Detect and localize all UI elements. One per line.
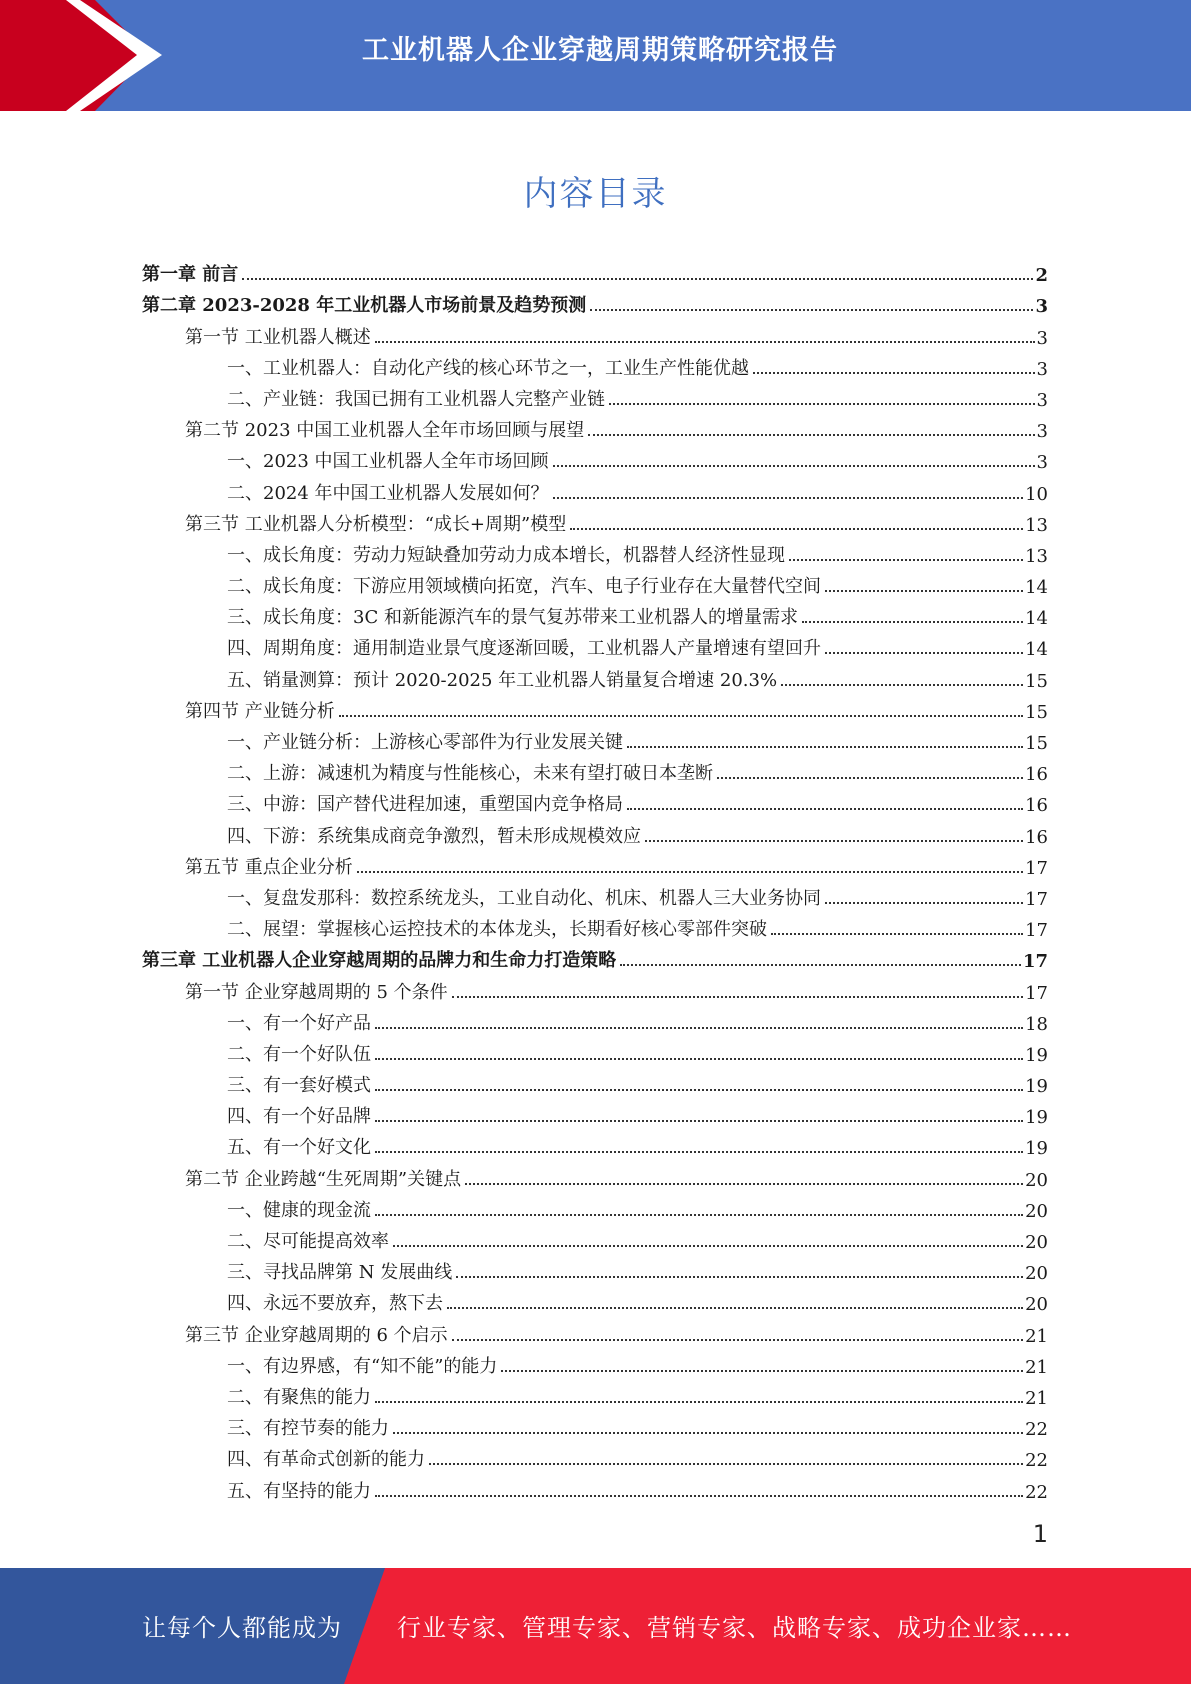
toc-entry-label: 第二节 2023 中国工业机器人全年市场回顾与展望	[185, 420, 585, 442]
toc-dot-leader	[393, 1245, 1023, 1247]
toc-entry-page: 17	[1025, 888, 1048, 910]
toc-dot-leader	[375, 1089, 1023, 1091]
toc-dot-leader	[456, 1276, 1023, 1278]
toc-entry-label: 三、有控节奏的能力	[227, 1418, 389, 1440]
toc-entry[interactable]	[142, 317, 1048, 348]
toc-entry-page: 3	[1036, 327, 1048, 349]
toc-entry-page: 15	[1025, 733, 1048, 754]
toc-entry[interactable]	[142, 1347, 1048, 1378]
toc-entry[interactable]	[142, 536, 1048, 567]
toc-entry-page: 10	[1025, 483, 1048, 505]
toc-entry-label: 第四节 产业链分析	[185, 700, 335, 722]
toc-dot-leader	[645, 840, 1023, 842]
toc-entry[interactable]	[142, 1066, 1048, 1097]
toc-entry-label: 第三节 企业穿越周期的 6 个启示	[185, 1324, 448, 1346]
toc-dot-leader	[802, 621, 1023, 623]
toc-entry-page: 22	[1025, 1450, 1048, 1472]
toc-dot-leader	[452, 1339, 1023, 1341]
toc-dot-leader	[375, 1058, 1023, 1060]
toc-entry[interactable]	[142, 1378, 1048, 1409]
toc-entry-page: 17	[1022, 951, 1048, 973]
toc-entry[interactable]	[142, 910, 1048, 941]
toc-entry[interactable]	[142, 1471, 1048, 1502]
toc-entry[interactable]	[142, 1222, 1048, 1253]
toc-entry[interactable]	[142, 1284, 1048, 1315]
toc-entry-page: 15	[1025, 701, 1048, 723]
toc-entry[interactable]	[142, 1315, 1048, 1346]
toc-entry-label: 二、尽可能提高效率	[227, 1231, 389, 1252]
toc-entry-page: 16	[1025, 826, 1048, 848]
toc-entry-label: 四、周期角度：通用制造业景气度逐渐回暖，工业机器人产量增速有望回升	[227, 638, 821, 660]
toc-entry[interactable]	[142, 598, 1048, 629]
footer-banner	[0, 1568, 1191, 1684]
toc-entry[interactable]	[142, 816, 1048, 847]
toc-entry[interactable]	[142, 567, 1048, 598]
toc-entry-label: 五、销量测算：预计 2020-2025 年工业机器人销量复合增速 20.3%	[227, 669, 778, 691]
toc-entry-page: 13	[1025, 514, 1048, 536]
toc-dot-leader	[717, 777, 1023, 779]
toc-entry-page: 18	[1025, 1013, 1048, 1035]
toc-entry-page: 14	[1025, 639, 1048, 661]
toc-entry[interactable]	[142, 1440, 1048, 1471]
toc-dot-leader	[570, 528, 1023, 530]
toc-entry[interactable]	[142, 411, 1048, 442]
footer-slogan-left: 让每个人都能成为	[142, 1614, 342, 1642]
toc-entry-label: 五、有坚持的能力	[227, 1480, 371, 1502]
toc-dot-leader	[375, 341, 1035, 343]
toc-entry-label: 一、工业机器人：自动化产线的核心环节之一，工业生产性能优越	[227, 357, 749, 379]
toc-title: 内容目录	[523, 174, 668, 214]
toc-dot-leader	[357, 871, 1023, 873]
toc-dot-leader	[609, 403, 1035, 405]
toc-entry-label: 一、复盘发那科：数控系统龙头，工业自动化、机床、机器人三大业务协同	[227, 887, 821, 909]
toc-entry[interactable]	[142, 1159, 1048, 1190]
page-number: 1	[1032, 1520, 1048, 1548]
toc-entry-page: 3	[1035, 296, 1048, 318]
toc-entry-page: 16	[1025, 795, 1048, 817]
toc-dot-leader	[447, 1307, 1023, 1309]
toc-entry-label: 三、中游：国产替代进程加速，重塑国内竞争格局	[227, 794, 623, 816]
toc-dot-leader	[753, 372, 1035, 374]
toc-dot-leader	[429, 1463, 1023, 1465]
toc-dot-leader	[627, 808, 1023, 810]
toc-dot-leader	[789, 559, 1023, 561]
toc-entry-page: 20	[1025, 1232, 1048, 1253]
toc-dot-leader	[452, 996, 1023, 998]
toc-dot-leader	[242, 278, 1033, 280]
toc-entry[interactable]	[142, 1128, 1048, 1159]
toc-entry-page: 14	[1025, 577, 1048, 599]
toc-dot-leader	[339, 715, 1023, 717]
toc-entry[interactable]	[142, 629, 1048, 660]
toc-entry-page: 15	[1025, 670, 1048, 692]
toc-entry-label: 第一章 前言	[142, 264, 239, 286]
toc-entry-label: 二、有聚焦的能力	[227, 1386, 371, 1408]
toc-entry-label: 一、有一个好产品	[227, 1012, 371, 1034]
toc-entry[interactable]	[142, 1035, 1048, 1066]
toc-entry[interactable]	[142, 785, 1048, 816]
toc-entry-label: 第五节 重点企业分析	[185, 856, 353, 878]
toc-entry-label: 四、有一个好品牌	[227, 1106, 371, 1128]
toc-dot-leader	[620, 964, 1021, 966]
footer-slogan-right: 行业专家、管理专家、营销专家、战略专家、成功企业家……	[397, 1614, 1072, 1642]
toc-entry-page: 20	[1025, 1263, 1048, 1285]
toc-entry-label: 第一节 工业机器人概述	[185, 326, 371, 348]
toc-dot-leader	[781, 684, 1023, 686]
toc-entry-page: 2	[1035, 265, 1048, 287]
toc-entry-label: 一、健康的现金流	[227, 1199, 371, 1221]
toc-entry-label: 四、有革命式创新的能力	[227, 1449, 425, 1471]
toc-dot-leader	[375, 1120, 1023, 1122]
toc-entry-label: 第一节 企业穿越周期的 5 个条件	[185, 981, 448, 1003]
header-red-arrow	[0, 0, 150, 111]
toc-entry[interactable]	[142, 473, 1048, 504]
toc-dot-leader	[825, 590, 1023, 592]
toc-entry-page: 22	[1025, 1419, 1048, 1441]
toc-dot-leader	[375, 1401, 1023, 1403]
toc-entry-label: 三、有一套好模式	[227, 1075, 371, 1097]
report-title: 工业机器人企业穿越周期策略研究报告	[362, 35, 838, 66]
toc-entry-label: 二、成长角度：下游应用领域横向拓宽，汽车、电子行业存在大量替代空间	[227, 576, 821, 598]
toc-entry-page: 20	[1025, 1169, 1048, 1191]
toc-dot-leader	[825, 902, 1023, 904]
toc-dot-leader	[588, 434, 1034, 436]
toc-entry-label: 一、产业链分析：上游核心零部件为行业发展关键	[227, 732, 623, 753]
toc-entry-page: 3	[1036, 389, 1048, 411]
toc-entry-label: 二、2024 年中国工业机器人发展如何？	[227, 482, 549, 504]
toc-entry-label: 第二章 2023-2028 年工业机器人市场前景及趋势预测	[142, 295, 587, 317]
toc-entry[interactable]	[142, 255, 1048, 286]
toc-entry-page: 17	[1025, 982, 1048, 1004]
toc-entry[interactable]	[142, 442, 1048, 473]
toc-entry-page: 14	[1025, 608, 1048, 630]
toc-entry-page: 3	[1036, 452, 1048, 474]
toc-dot-leader	[393, 1432, 1023, 1434]
toc-entry-page: 19	[1025, 1044, 1048, 1066]
toc-dot-leader	[465, 1183, 1023, 1185]
toc-entry-label: 四、永远不要放弃，熬下去	[227, 1293, 443, 1315]
toc-entry-page: 17	[1025, 920, 1048, 942]
toc-dot-leader	[375, 1151, 1023, 1153]
toc-entry[interactable]	[142, 692, 1048, 723]
toc-entry[interactable]	[142, 972, 1048, 1003]
header-banner	[0, 0, 1191, 111]
toc-entry-label: 第三章 工业机器人企业穿越周期的品牌力和生命力打造策略	[142, 950, 617, 972]
toc-entry-page: 3	[1036, 421, 1048, 443]
toc-entry[interactable]	[142, 349, 1048, 380]
toc-entry-label: 二、展望：掌握核心运控技术的本体龙头，长期看好核心零部件突破	[227, 919, 767, 941]
toc-entry[interactable]	[142, 941, 1048, 972]
toc-entry-page: 21	[1025, 1387, 1048, 1409]
toc-entry-label: 五、有一个好文化	[227, 1137, 371, 1159]
toc-entry[interactable]	[142, 848, 1048, 879]
toc-entry-label: 二、有一个好队伍	[227, 1043, 371, 1065]
toc-entry-label: 一、有边界感，有“知不能”的能力	[227, 1355, 498, 1377]
toc-dot-leader	[375, 1214, 1023, 1216]
toc-entry-label: 二、产业链：我国已拥有工业机器人完整产业链	[227, 388, 605, 410]
toc-entry[interactable]	[142, 723, 1048, 754]
toc-dot-leader	[627, 746, 1023, 748]
toc-entry-page: 20	[1025, 1294, 1048, 1316]
toc-dot-leader	[375, 1495, 1023, 1497]
toc-entry-label: 一、成长角度：劳动力短缺叠加劳动力成本增长，机器替人经济性显现	[227, 544, 785, 566]
toc-entry[interactable]	[142, 380, 1048, 411]
toc-dot-leader	[501, 1370, 1023, 1372]
toc-entry[interactable]	[142, 505, 1048, 536]
toc-entry[interactable]	[142, 1409, 1048, 1440]
toc-entry-page: 22	[1025, 1481, 1048, 1503]
toc-entry-page: 21	[1025, 1356, 1048, 1378]
toc-dot-leader	[553, 497, 1024, 499]
table-of-contents	[142, 255, 1048, 1503]
toc-dot-leader	[825, 652, 1023, 654]
toc-entry-label: 三、寻找品牌第 N 发展曲线	[227, 1262, 453, 1284]
toc-entry-page: 3	[1036, 358, 1048, 380]
toc-entry-page: 13	[1025, 545, 1048, 567]
toc-entry-label: 第三节 工业机器人分析模型：“成长+周期”模型	[185, 513, 567, 535]
toc-entry-label: 一、2023 中国工业机器人全年市场回顾	[227, 451, 549, 473]
toc-entry-page: 19	[1025, 1138, 1048, 1160]
toc-entry-page: 20	[1025, 1200, 1048, 1222]
toc-dot-leader	[375, 1027, 1023, 1029]
toc-entry-page: 19	[1025, 1076, 1048, 1098]
toc-entry-label: 四、下游：系统集成商竞争激烈，暂未形成规模效应	[227, 825, 641, 847]
toc-entry[interactable]	[142, 1191, 1048, 1222]
toc-entry[interactable]	[142, 879, 1048, 910]
toc-entry[interactable]	[142, 1253, 1048, 1284]
toc-entry[interactable]	[142, 1004, 1048, 1035]
toc-dot-leader	[771, 933, 1023, 935]
toc-entry-label: 二、上游：减速机为精度与性能核心，未来有望打破日本垄断	[227, 763, 713, 785]
toc-entry[interactable]	[142, 1097, 1048, 1128]
toc-dot-leader	[553, 465, 1035, 467]
toc-entry[interactable]	[142, 286, 1048, 317]
toc-dot-leader	[590, 309, 1033, 311]
toc-entry-label: 第二节 企业跨越“生死周期”关键点	[185, 1168, 462, 1190]
toc-entry-page: 16	[1025, 764, 1048, 786]
toc-entry[interactable]	[142, 754, 1048, 785]
toc-entry-page: 17	[1025, 857, 1048, 879]
toc-entry-page: 21	[1025, 1325, 1048, 1347]
toc-entry-label: 三、成长角度：3C 和新能源汽车的景气复苏带来工业机器人的增量需求	[227, 607, 798, 629]
toc-entry[interactable]	[142, 660, 1048, 691]
toc-entry-page: 19	[1025, 1107, 1048, 1129]
